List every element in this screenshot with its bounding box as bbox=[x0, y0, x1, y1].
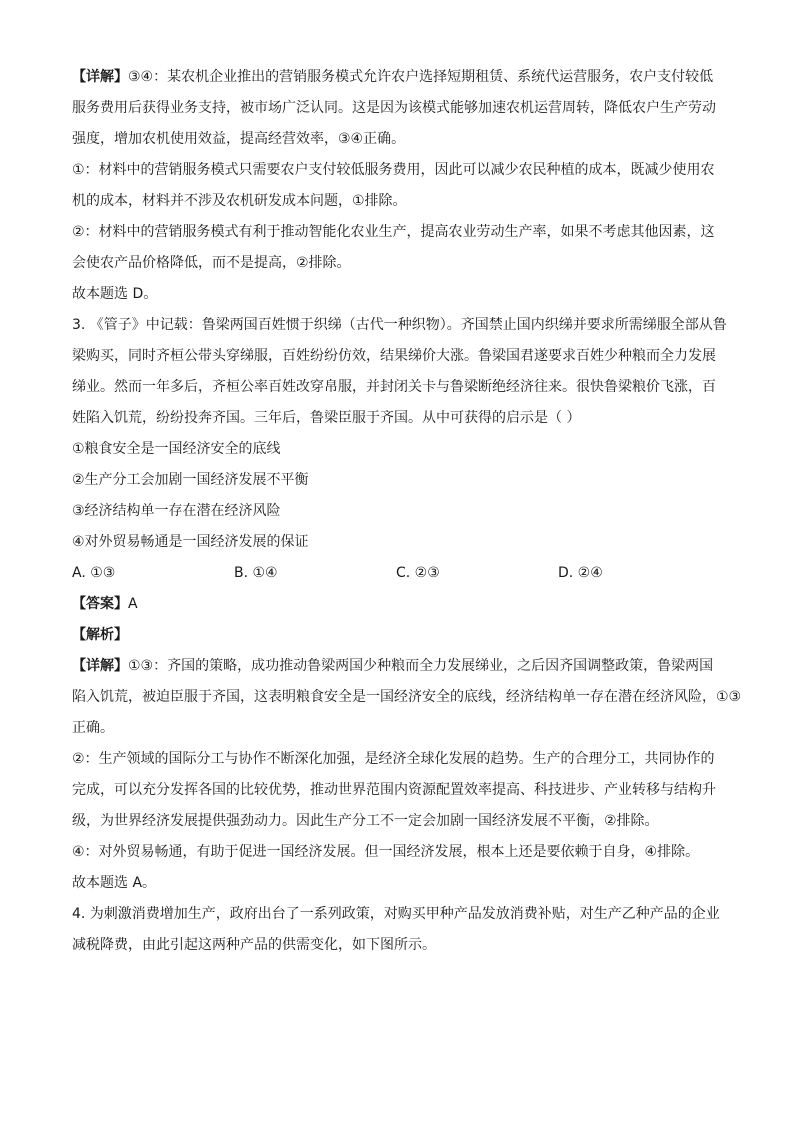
q3-statement: ②生产分工会加剧一国经济发展不平衡 bbox=[72, 472, 309, 488]
detail-line: 级，为世界经济发展提供强劲动力。因此生产分工不一定会加剧一国经济发展不平衡，②排除。 bbox=[72, 813, 659, 829]
answer-line bbox=[72, 589, 724, 620]
detail-text: ①③：齐国的策略，成功推动鲁梁两国少种粮而全力发展绨业，之后因齐国调整政策，鲁梁两国 bbox=[128, 658, 714, 674]
analysis-tag: 【解析】 bbox=[72, 627, 128, 643]
option-c: C. ②③ bbox=[396, 565, 440, 581]
detail-line: ④：对外贸易畅通，有助于促进一国经济发展。但一国经济发展，根本上还是要依赖于自身，④排除。 bbox=[72, 844, 700, 860]
q3-stem-line: 绨业。然而一年多后，齐桓公率百姓改穿帛服，并封闭关卡与鲁梁断绝经济往来。很快鲁梁粮价飞涨，百 bbox=[72, 379, 716, 395]
answer-value: A bbox=[128, 596, 138, 612]
detail-line bbox=[72, 651, 724, 682]
detail-line: 强度，增加农机使用效益，提高经营效率，③④正确。 bbox=[72, 131, 406, 147]
analysis-heading bbox=[72, 620, 724, 651]
q3-options bbox=[72, 558, 724, 589]
detail-line: ①：材料中的营销服务模式只需要农户支付较低服务费用，因此可以减少农民种植的成本，既减少使用农 bbox=[72, 162, 715, 178]
page-content bbox=[72, 62, 742, 961]
option-b: B. ①④ bbox=[234, 565, 278, 581]
detail-line: 陷入饥荒，被迫臣服于齐国，这表明粮食安全是一国经济安全的底线，经济结构单一存在潜在经济风险，①③ bbox=[72, 689, 742, 705]
answer-tag: 【答案】 bbox=[72, 596, 128, 612]
detail-line bbox=[72, 62, 724, 93]
detail-line: 机的成本，材料并不涉及农机研发成本问题，①排除。 bbox=[72, 193, 407, 209]
q4-stem-line: 减税降费，由此引起这两种产品的供需变化，如下图所示。 bbox=[72, 937, 436, 953]
detail-line: 完成，可以充分发挥各国的比较优势，推动世界范围内资源配置效率提高、科技进步、产业转移与结构升 bbox=[72, 782, 716, 798]
conclusion-line: 故本题选 D。 bbox=[72, 286, 158, 302]
detail-line: 服务费用后获得业务支持，被市场广泛认同。这是因为该模式能够加速农机运营周转，降低农户生产劳动 bbox=[72, 100, 716, 116]
q3-statement: ④对外贸易畅通是一国经济发展的保证 bbox=[72, 534, 309, 550]
q3-statement: ①粮食安全是一国经济安全的底线 bbox=[72, 441, 281, 457]
detail-text: ③④：某农机企业推出的营销服务模式允许农户选择短期租赁、系统代运营服务，农户支付较低 bbox=[128, 69, 714, 85]
detail-tag: 【详解】 bbox=[72, 658, 128, 674]
q4-stem-line: 4. 为刺激消费增加生产，政府出台了一系列政策，对购买甲种产品发放消费补贴，对生产乙种产品的企业 bbox=[72, 906, 720, 922]
detail-tag: 【详解】 bbox=[72, 69, 128, 85]
option-a: A. ①③ bbox=[72, 565, 116, 581]
q3-stem-line: 梁购买，同时齐桓公带头穿绨服，百姓纷纷仿效，结果绨价大涨。鲁梁国君遂要求百姓少种粮而全力发展 bbox=[72, 348, 716, 364]
q3-stem-line: 姓陷入饥荒，纷纷投奔齐国。三年后，鲁梁臣服于齐国。从中可获得的启示是（ ） bbox=[72, 410, 581, 426]
q3-statement: ③经济结构单一存在潜在经济风险 bbox=[72, 503, 281, 519]
option-d: D. ②④ bbox=[558, 565, 603, 581]
q3-stem-line: 3. 《管子》中记载：鲁梁两国百姓惯于织绨（古代一种织物）。齐国禁止国内织绨并要求所需绨服全部从鲁 bbox=[72, 317, 727, 333]
detail-line: ②：材料中的营销服务模式有利于推动智能化农业生产，提高农业劳动生产率，如果不考虑其他因素，这 bbox=[72, 224, 715, 240]
detail-line: 会使农产品价格降低，而不是提高，②排除。 bbox=[72, 255, 351, 271]
detail-line: ②：生产领域的国际分工与协作不断深化加强，是经济全球化发展的趋势。生产的合理分工，共同协作的 bbox=[72, 751, 715, 767]
conclusion-line: 故本题选 A。 bbox=[72, 875, 157, 891]
detail-line: 正确。 bbox=[72, 720, 114, 736]
